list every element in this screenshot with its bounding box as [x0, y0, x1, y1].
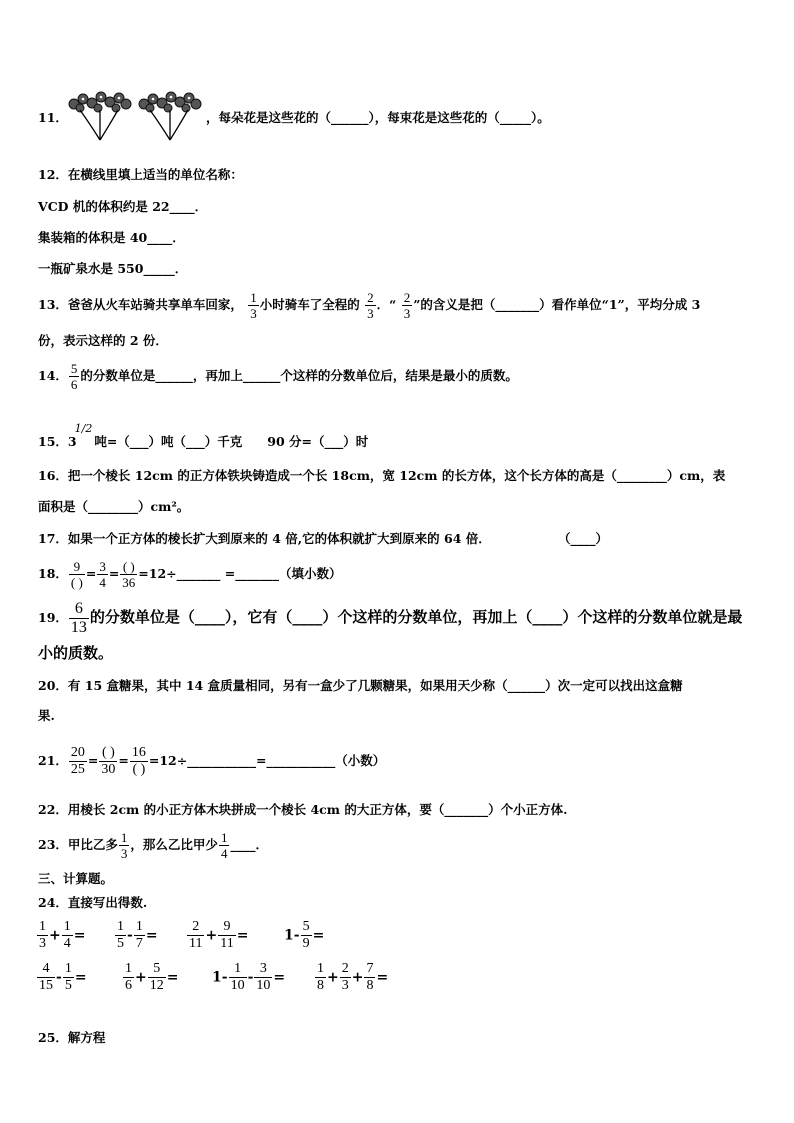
equals-sign: =: [85, 566, 97, 581]
question-16-line-1: 16．把一个棱长 12cm 的正方体铁块铸造成一个长 18cm，宽 12cm 的长方体，这个长方体的高是（________）cm，表: [38, 468, 726, 483]
flower-bouquet-icon: [66, 88, 206, 144]
question-17-blank: （____）: [558, 531, 609, 546]
question-number: 23．: [38, 837, 68, 852]
question-21-text: =12÷___________=___________（小数）: [148, 753, 386, 768]
question-19-text: 的分数单位是（____），它有（____）个这样的分数单位，再加上（____）个这样的分数单位就是最: [89, 608, 743, 626]
question-18-text: =12÷_______ =_______（填小数）: [138, 566, 342, 581]
calc-item: $\frac{1}{5}$ - $\frac{1}{7}$ =: [117, 919, 158, 951]
fraction: $\frac{1}{4}$: [63, 919, 71, 951]
question-12-line-3: 一瓶矿泉水是 550_____．: [38, 261, 188, 276]
fraction: $\frac{1}{3}$: [39, 919, 46, 951]
question-14-text: 的分数单位是______，再加上______个这样的分数单位后，结果是最小的质数。: [80, 368, 518, 383]
fraction: $\frac{5}{9}$: [302, 919, 310, 951]
fraction: $\frac{2}{11}$: [189, 919, 203, 951]
question-number: 15．: [38, 434, 68, 449]
calc-item: $\frac{1}{3}$ + $\frac{1}{4}$ =: [39, 919, 86, 951]
fraction: $\frac{1}{6}$: [125, 961, 132, 993]
question-number: 19．: [38, 610, 68, 625]
fraction: $\frac{5}{12}$: [149, 961, 164, 993]
question-18: [38, 557, 341, 591]
fraction: $\frac{6}{13}$: [70, 599, 87, 636]
equals-sign: =: [87, 753, 99, 768]
question-13-text-c: ．“: [376, 297, 397, 312]
question-number: 13．: [38, 297, 68, 312]
fraction: $\frac{2}{3}$: [403, 290, 411, 321]
calc-item: $\frac{1}{6}$ + $\frac{5}{12}$ =: [125, 961, 179, 993]
fraction: $\frac{9}{( )}$: [70, 559, 83, 590]
fraction: $\frac{1}{3}$: [250, 290, 257, 321]
question-12-line-2: 集装箱的体积是 40____．: [38, 230, 185, 245]
calc-item: $\frac{2}{11}$ + $\frac{9}{11}$ =: [189, 919, 249, 951]
fraction: $\frac{1}{10}$: [230, 961, 245, 993]
question-23-text-b: ，那么乙比甲少: [130, 837, 218, 852]
fraction: $\frac{3}{10}$: [256, 961, 271, 993]
mixed-number-whole: 3: [67, 434, 77, 449]
question-13-text-a: 爸爸从火车站骑共享单车回家，: [67, 297, 243, 312]
question-15-text: 吨=（___）吨（___）千克 90 分=（___）时: [94, 434, 369, 449]
question-21: [38, 741, 385, 781]
equals-sign: =: [118, 753, 129, 768]
equals-sign: =: [108, 566, 120, 581]
fraction: $\frac{1}{3}$: [120, 830, 128, 861]
question-number: 18．: [38, 566, 68, 581]
question-number: 21．: [38, 753, 68, 768]
calc-item: 1- $\frac{5}{9}$ =: [284, 919, 325, 951]
fraction: $\frac{1}{8}$: [317, 961, 324, 993]
question-20-line-2: 果.: [38, 708, 55, 723]
section-3-heading: 三、计算题。: [38, 871, 114, 886]
fraction: $\frac{1}{5}$: [117, 919, 124, 951]
fraction: $\frac{( )}{30}$: [101, 745, 116, 777]
question-25: 25．解方程: [38, 1030, 106, 1045]
fraction: $\frac{5}{6}$: [70, 361, 78, 392]
question-23: [38, 828, 268, 862]
fraction: $\frac{20}{25}$: [70, 745, 85, 777]
question-23-text-a: 甲比乙多: [67, 837, 118, 852]
question-24-head: 24．直接写出得数.: [38, 895, 148, 910]
fraction: $\frac{16}{( )}$: [131, 745, 146, 777]
question-11: [38, 110, 68, 126]
question-22: 22．用棱长 2cm 的小正方体木块拼成一个棱长 4cm 的大正方体，要（_______）个小正方体.: [38, 802, 568, 817]
fraction: $\frac{2}{3}$: [341, 961, 349, 993]
question-14: [38, 360, 518, 392]
question-13-text-b: 小时骑车了全程的: [259, 297, 360, 312]
question-19-line-2: 小的质数。: [38, 644, 114, 662]
mixed-number-fraction: 1/2: [74, 422, 93, 435]
question-16-line-2: 面积是（________）cm²。: [38, 499, 190, 514]
question-12-head: 12．在横线里填上适当的单位名称：: [38, 167, 243, 182]
question-number: 14．: [38, 368, 68, 383]
fraction: $\frac{1}{5}$: [64, 961, 72, 993]
question-12-line-1: VCD 机的体积约是 22____．: [38, 199, 208, 214]
question-19: [38, 598, 742, 637]
calc-item: $\frac{4}{15}$ - $\frac{1}{5}$ =: [39, 961, 87, 993]
fraction: $\frac{4}{15}$: [39, 961, 53, 993]
fraction: $\frac{1}{4}$: [220, 830, 228, 861]
calc-item: $\frac{1}{8}$ + $\frac{2}{3}$ + $\frac{7}{8}$ =: [317, 961, 389, 993]
question-23-text-c: ____．: [230, 837, 268, 852]
question-13-line-2: 份，表示这样的 2 份．: [38, 333, 168, 348]
fraction: $\frac{2}{3}$: [367, 290, 374, 321]
question-17: 17．如果一个正方体的棱长扩大到原来的 4 倍,它的体积就扩大到原来的 64 倍．: [38, 531, 491, 546]
question-number: 11．: [38, 110, 68, 125]
question-15: [38, 422, 369, 451]
fraction: $\frac{1}{7}$: [135, 919, 143, 951]
fraction: $\frac{9}{11}$: [220, 919, 234, 951]
fraction: $\frac{( )}{36}$: [122, 559, 136, 590]
fraction: $\frac{3}{4}$: [99, 559, 106, 590]
question-13-text-d: ”的含义是把（_______）看作单位“1”，平均分成 3: [413, 297, 701, 312]
question-20-line-1: 20．有 15 盒糖果，其中 14 盒质量相同，另有一盒少了几颗糖果，如果用天少称（______）次一定可以找出这盒糖: [38, 678, 683, 693]
question-13: [38, 290, 700, 320]
fraction: $\frac{7}{8}$: [366, 961, 374, 993]
question-11-text: ，每朵花是这些花的（______），每束花是这些花的（_____）。: [206, 110, 550, 125]
calc-item: 1- $\frac{1}{10}$ - $\frac{3}{10}$ =: [212, 961, 286, 993]
